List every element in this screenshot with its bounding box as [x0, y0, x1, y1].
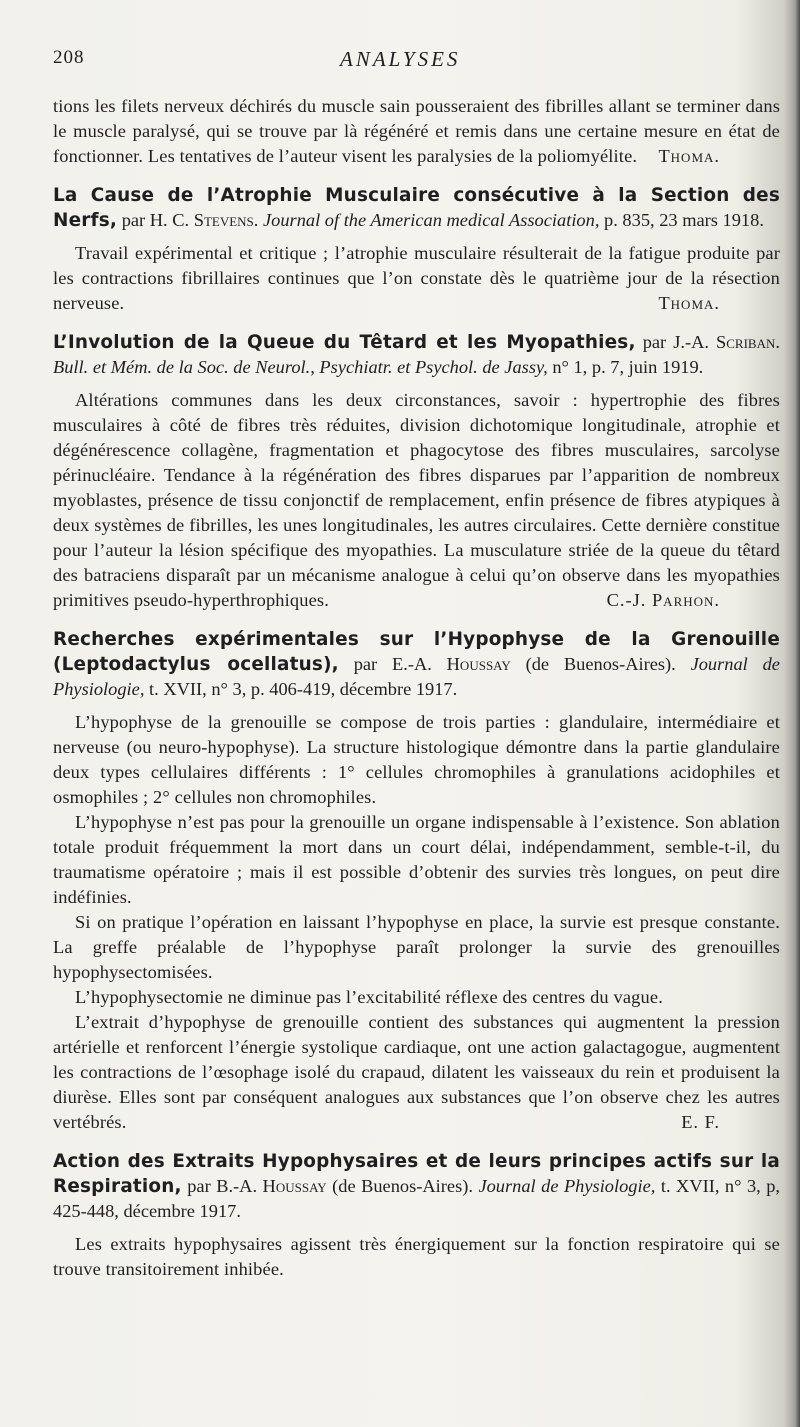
- page-header: [53, 47, 780, 79]
- paragraph-text: L’hypophyse n’est pas pour la grenouille un organe indispensable à l’existence. Son ablation totale produit fréquemment la mort dans un court délai, indépendamment, semble-t-il, du traumatisme opératoire ; mais il est possible d’obtenir des survies très longues, on peut dire indéfinies.: [53, 812, 780, 907]
- author-name: Stevens: [193, 210, 254, 230]
- opening-text: tions les filets nerveux déchirés du muscle sain pousseraient des fibrilles allant se terminer dans le muscle paralysé, qui se trouve par là régénéré et remis dans une certaine mesure en état de fonctionner. Les tentatives de l’auteur visent les paralysies de la poliomyélite.: [53, 96, 780, 166]
- journal-title: Journal de Physiologie,: [53, 654, 780, 699]
- journal-title: Bull. et Mém. de la Soc. de Neurol., Psychiatr. et Psychol. de Jassy,: [53, 357, 548, 377]
- entry-paragraph: [53, 388, 780, 613]
- entry-title: Action des Extraits Hypophysaires et de leurs principes actifs sur la Respiration,: [53, 1151, 780, 1197]
- entry-paragraph: [53, 1232, 780, 1282]
- author-name: Scriban: [716, 332, 776, 352]
- page-number: 208: [53, 47, 85, 68]
- author-affiliation: (de Buenos-Aires).: [525, 654, 676, 674]
- author-name: Houssay: [262, 1176, 327, 1196]
- paragraph-text: Les extraits hypophysaires agissent très énergiquement sur la fonction respiratoire qui se trouve transitoirement inhibée.: [53, 1234, 780, 1279]
- entry-paragraph: [53, 810, 780, 910]
- entry-paragraph: [53, 241, 780, 316]
- entry-title: La Cause de l’Atrophie Musculaire consécutive à la Section des Nerfs,: [53, 185, 780, 231]
- entry-paragraph: [53, 710, 780, 810]
- entry-title-block: L’Involution de la Queue du Têtard et les Myopathies, par J.-A. Scriban. Bull. et Mém. de la Soc. de Neurol., Psychiatr. et Psychol. de Jassy, n° 1, p. 7, juin 1919.: [53, 332, 780, 377]
- opening-signature: Thoma.: [658, 146, 720, 166]
- publication-details: t. XVII, n° 3, p. 406-419, décembre 1917.: [149, 679, 458, 699]
- journal-title: Journal de Physiologie,: [478, 1176, 656, 1196]
- entry-title-block: [53, 1149, 780, 1224]
- page-edge-shadow: [795, 0, 800, 1427]
- entry-body: [53, 241, 780, 316]
- entry-paragraph: [53, 1010, 780, 1135]
- entry-atrophy: [53, 183, 780, 316]
- entry-title-block: [53, 627, 780, 702]
- entry-title-block: La Cause de l’Atrophie Musculaire consécutive à la Section des Nerfs, par H. C. Stevens. Journal of the American medical Association, p. 835, 23 mars 1918.: [53, 185, 780, 231]
- entry-signature: E. F.: [681, 1112, 720, 1132]
- entry-respiration: [53, 1149, 780, 1282]
- author-prefix: par J.-A.: [642, 332, 709, 352]
- publication-details: n° 1, p. 7, juin 1919.: [552, 357, 704, 377]
- author-prefix: par E.-A.: [353, 654, 432, 674]
- journal-title: Journal of the American medical Association,: [262, 210, 600, 230]
- paragraph-text: L’hypophyse de la grenouille se compose de trois parties : glandulaire, intermédiaire et nerveuse (ou neuro-hypophyse). La structure histologique démontre dans la partie glandulaire deux types cellulaires différents : 1° cellules chromophiles à granulations acidophiles et osmophiles ; 2° cellules non chromophiles.: [53, 712, 780, 807]
- author-prefix: par B.-A.: [187, 1176, 258, 1196]
- paragraph-text: Travail expérimental et critique ; l’atrophie musculaire résulterait de la fatigue produite par les contractions fibrillaires continues que l’on constate dès le quatrième jour de la résection nerveuse.: [53, 243, 780, 313]
- entry-tadpole-tail: [53, 330, 780, 613]
- publication-details: p. 835, 23 mars 1918.: [604, 210, 764, 230]
- paragraph-text: Altérations communes dans les deux circonstances, savoir : hypertrophie des fibres musculaires à côté de fibres très réduites, division dichotomique longitudinale, atrophie et dégénérescence collagène, fragmentation et phagocytose des fibres musculaires, sarcolyse périnucléaire. Tendance à la régénération des fibres disparues par l’apparition de nombreux myoblastes, présence de tissu conjonctif de remplacement, enfin présence de fibres atypiques à deux systèmes de fibrilles, les unes longitudinales, les autres circulaires. Cette dernière constitue pour l’auteur la lésion spécifique des myopathies. La musculature striée de la queue du têtard des batraciens disparaît par un mécanisme analogue à celui qu’on observe dans les myopathies primitives pseudo-hyperthrophiques.: [53, 390, 780, 610]
- running-title: ANALYSES: [340, 47, 461, 71]
- entry-body: [53, 1232, 780, 1282]
- entry-signature: Thoma.: [658, 293, 720, 313]
- publication-details: t. XVII, n° 3, p, 425-448, décembre 1917.: [53, 1176, 780, 1221]
- opening-paragraph: [53, 94, 780, 169]
- entry-body: [53, 710, 780, 1135]
- entry-paragraph: [53, 910, 780, 985]
- author-name: Houssay: [446, 654, 511, 674]
- paragraph-text: Si on pratique l’opération en laissant l’hypophyse en place, la survie est presque constante. La greffe préalable de l’hypophyse paraît prolonger la survie des grenouilles hypophysectomisées.: [53, 912, 780, 982]
- entry-signature: C.-J. Parhon.: [606, 590, 720, 610]
- entry-body: [53, 388, 780, 613]
- entry-title: Recherches expérimentales sur l’Hypophyse de la Grenouille (Leptodactylus ocellatus),: [53, 629, 780, 675]
- entry-paragraph: [53, 985, 780, 1010]
- author-affiliation: (de Buenos-Aires).: [332, 1176, 473, 1196]
- paragraph-text: L’hypophysectomie ne diminue pas l’excitabilité réflexe des centres du vague.: [75, 987, 663, 1007]
- author-prefix: par H. C.: [121, 210, 190, 230]
- entry-frog-hypophysis: [53, 627, 780, 1135]
- entry-title: L’Involution de la Queue du Têtard et les Myopathies,: [53, 332, 636, 353]
- paragraph-text: L’extrait d’hypophyse de grenouille contient des substances qui augmentent la pression artérielle et renforcent l’énergie systolique cardiaque, ont une action galactagogue, augmentent les contractions de l’œsophage isolé du crapaud, dilatent les vaisseaux du rein et produisent la diurèse. Elles sont par conséquent analogues aux substances que l’on observe chez les autres vertébrés.: [53, 1012, 780, 1132]
